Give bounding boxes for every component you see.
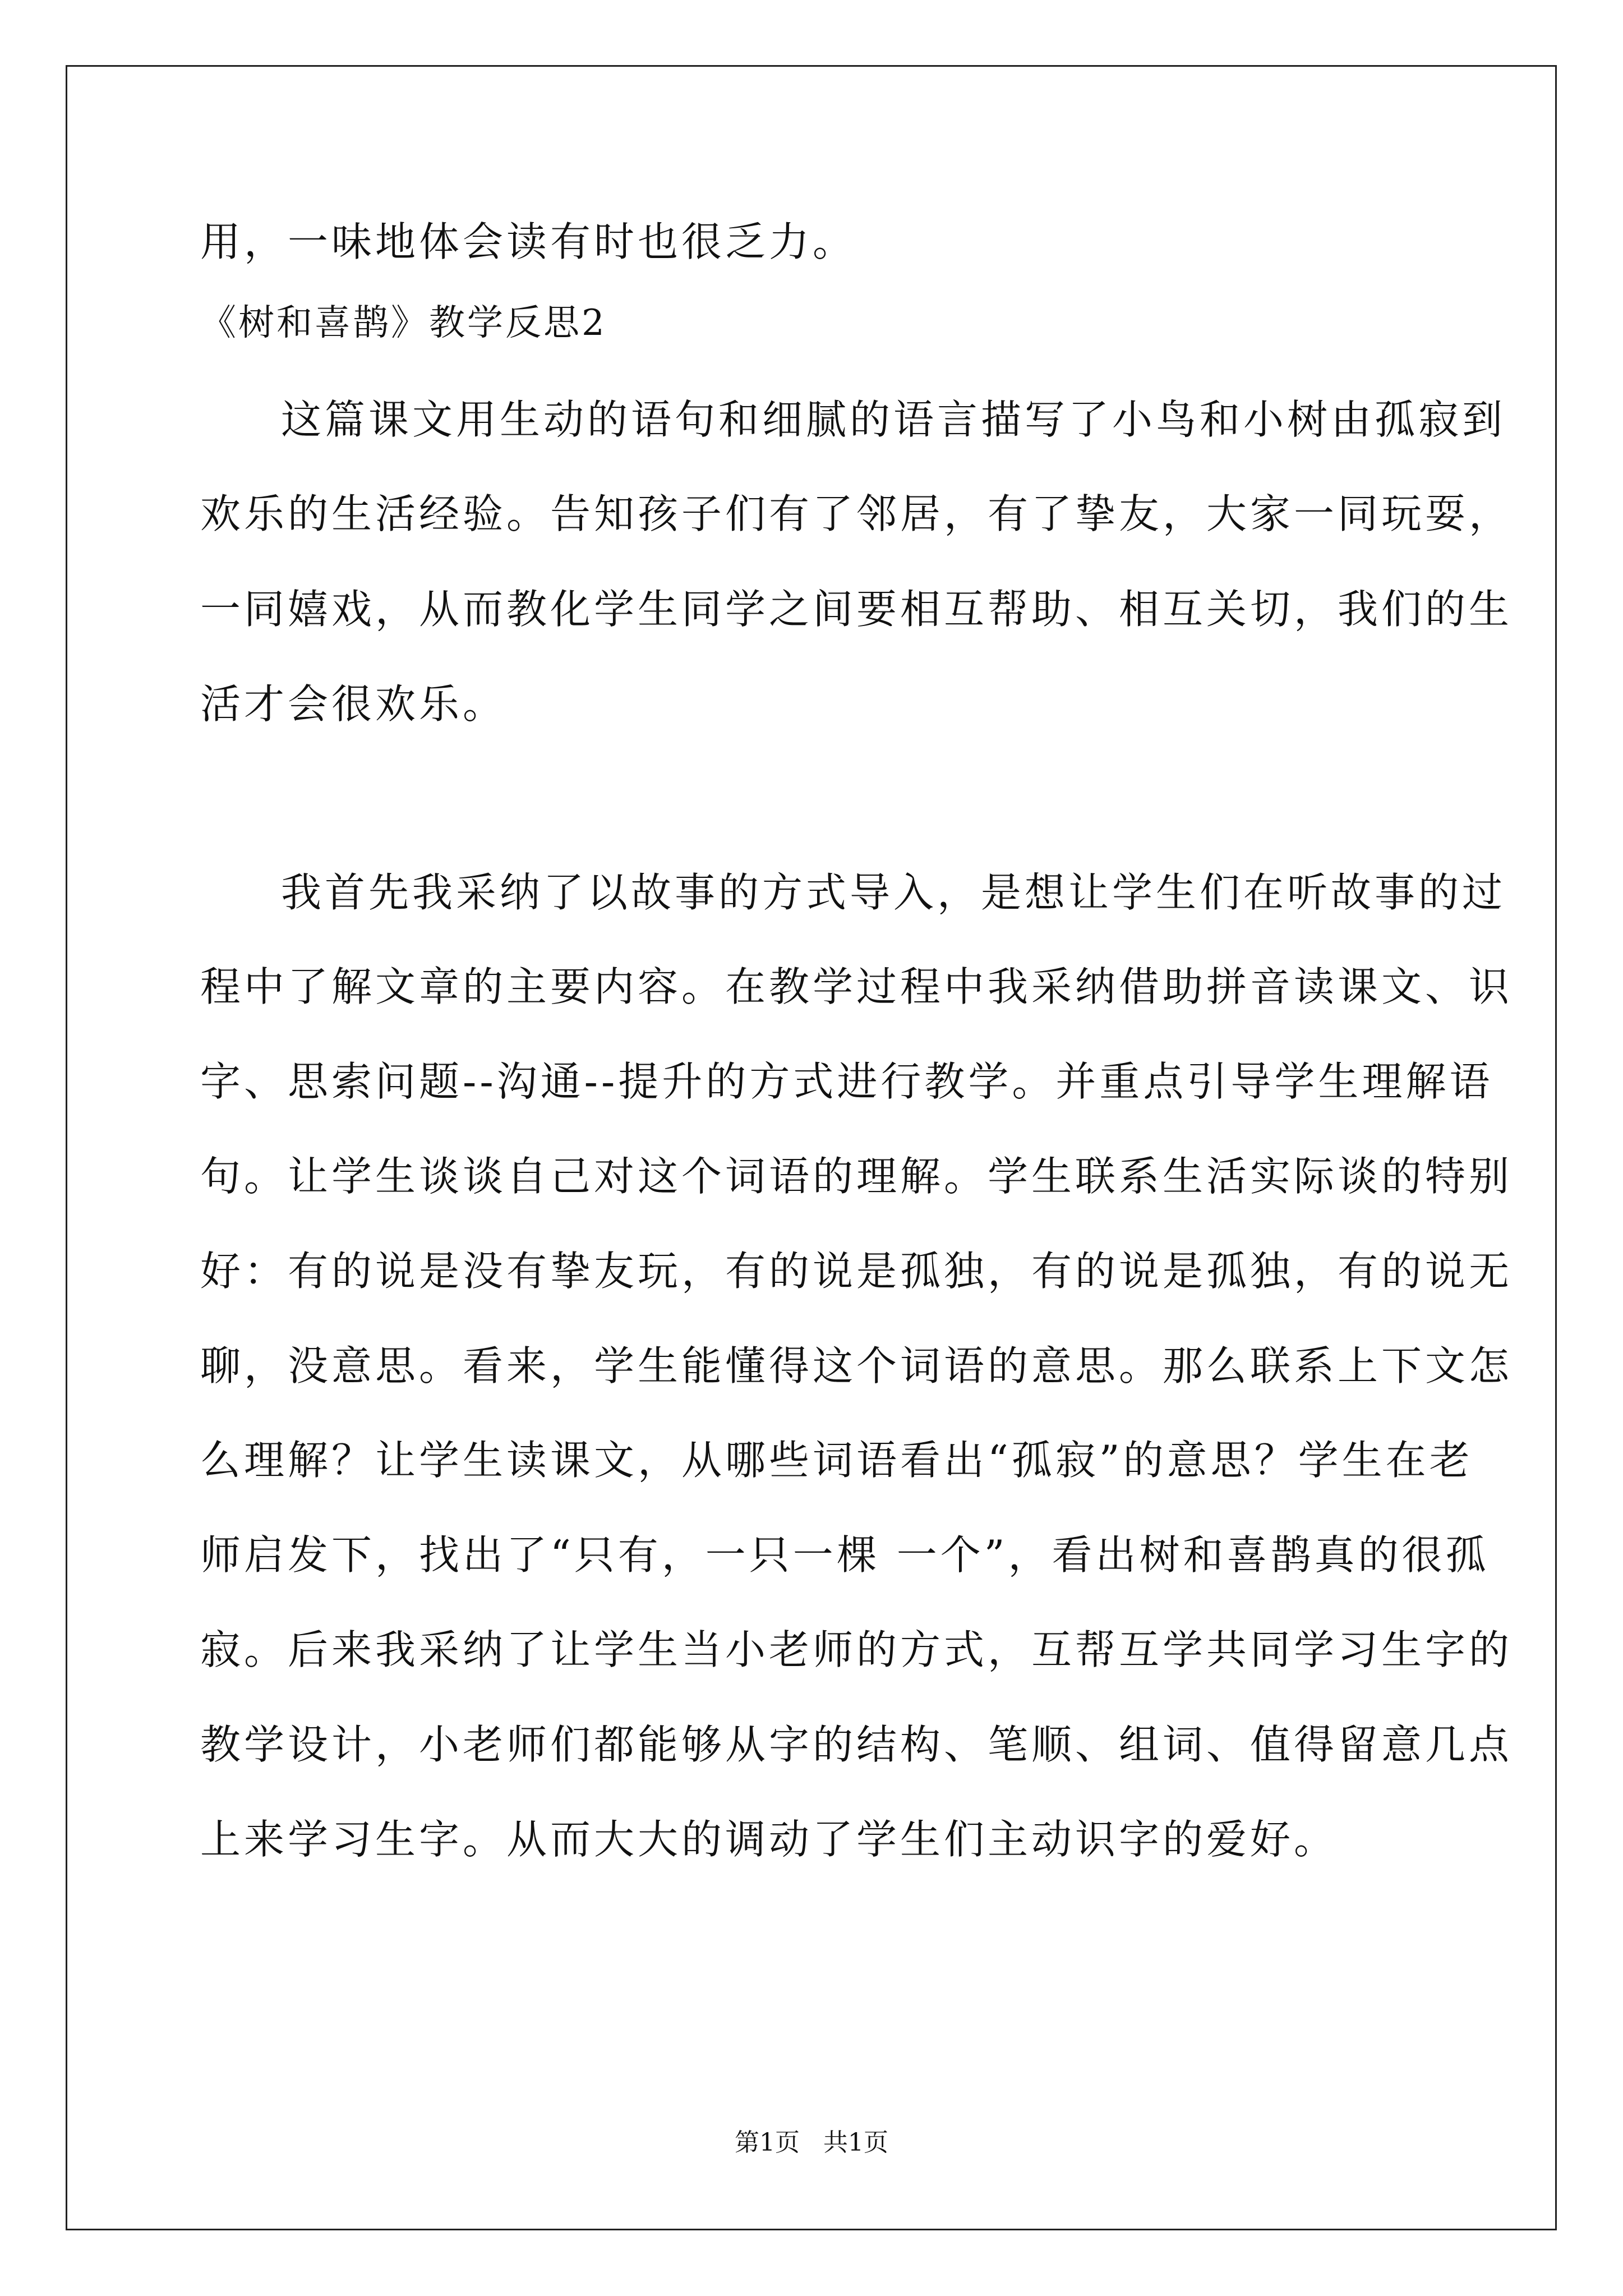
text-line: 用，一味地体会读有时也很乏力。 bbox=[200, 218, 857, 265]
page-frame bbox=[66, 65, 1557, 2230]
section-heading: 《树和喜鹊》教学反思2 bbox=[200, 302, 607, 344]
paragraph-line: 师启发下，找出了“只有，一只一棵 一个”，看出树和喜鹊真的很孤 bbox=[200, 1531, 1490, 1579]
paragraph-line: 活才会很欢乐。 bbox=[200, 680, 507, 728]
paragraph-line: 我首先我采纳了以故事的方式导入，是想让学生们在听故事的过 bbox=[281, 869, 1506, 916]
paragraph-line: 一同嬉戏，从而教化学生同学之间要相互帮助、相互关切，我们的生 bbox=[200, 586, 1513, 633]
page-footer bbox=[0, 2126, 1623, 2160]
paragraph-line: 么理解？让学生读课文，从哪些词语看出“孤寂”的意思？学生在老 bbox=[200, 1437, 1473, 1484]
paragraph-line: 好：有的说是没有挚友玩，有的说是孤独，有的说是孤独，有的说无 bbox=[200, 1248, 1513, 1295]
paragraph-line: 程中了解文章的主要内容。在教学过程中我采纳借助拼音读课文、识 bbox=[200, 963, 1513, 1010]
page-total: 共1页 bbox=[823, 2128, 888, 2157]
page-number: 第1页 bbox=[735, 2128, 800, 2157]
paragraph-line: 这篇课文用生动的语句和细腻的语言描写了小鸟和小树由孤寂到 bbox=[281, 396, 1506, 443]
paragraph-line: 寂。后来我采纳了让学生当小老师的方式，互帮互学共同学习生字的 bbox=[200, 1626, 1513, 1673]
paragraph-line: 教学设计，小老师们都能够从字的结构、笔顺、组词、值得留意几点 bbox=[200, 1721, 1513, 1768]
paragraph-line: 上来学习生字。从而大大的调动了学生们主动识字的爱好。 bbox=[200, 1816, 1338, 1863]
paragraph-line: 字、思索问题--沟通--提升的方式进行教学。并重点引导学生理解语 bbox=[200, 1058, 1493, 1105]
paragraph-line: 聊，没意思。看来，学生能懂得这个词语的意思。那么联系上下文怎 bbox=[200, 1342, 1513, 1389]
paragraph-line: 欢乐的生活经验。告知孩子们有了邻居，有了挚友，大家一同玩耍， bbox=[200, 490, 1513, 537]
paragraph-line: 句。让学生谈谈自己对这个词语的理解。学生联系生活实际谈的特别 bbox=[200, 1153, 1513, 1200]
